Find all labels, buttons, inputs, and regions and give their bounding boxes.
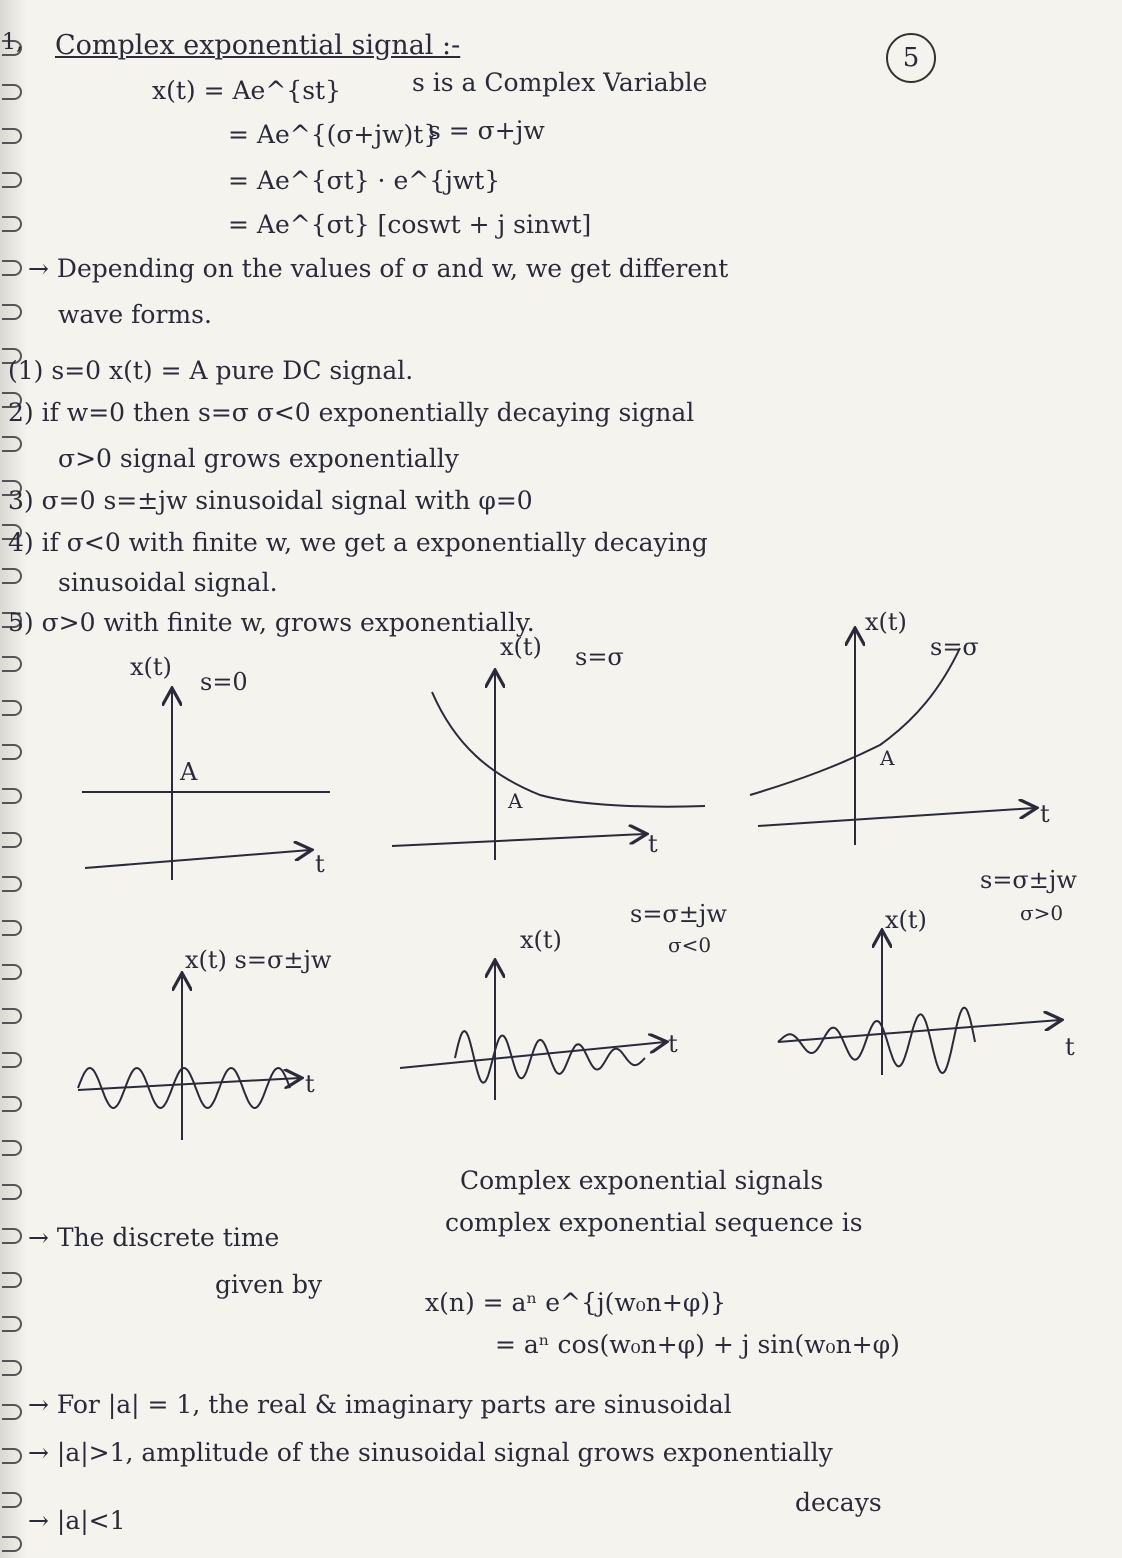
graph6-xlabel: t — [1065, 1033, 1075, 1061]
page-title: Complex exponential signal :- — [55, 30, 461, 61]
discrete-line1: Complex exponential signals — [460, 1166, 824, 1195]
graph4-ylabel: x(t) s=σ±jw — [185, 946, 332, 974]
graph-decaying — [392, 672, 705, 860]
note-case-2-line1: 2) if w=0 then s=σ σ<0 exponentially decaying signal — [8, 398, 695, 427]
discrete-eq2: = aⁿ cos(w₀n+φ) + j sin(w₀n+φ) — [495, 1330, 900, 1359]
equation-1-note: s is a Complex Variable — [412, 68, 708, 97]
graph1-ylabel: x(t) — [130, 653, 172, 681]
graph2-amp: A — [508, 789, 523, 813]
note-case-5: 5) σ>0 with finite w, grows exponentially. — [8, 608, 535, 637]
note-case-2-line2: σ>0 signal grows exponentially — [58, 444, 459, 473]
graph2-ylabel: x(t) — [500, 633, 542, 661]
discrete-line2-right: complex exponential sequence is — [445, 1208, 863, 1237]
note-case-4-line2: sinusoidal signal. — [58, 568, 278, 597]
discrete-given-by: given by — [215, 1270, 323, 1299]
graph5-ylabel: x(t) — [520, 926, 562, 954]
graph5-slabel: s=σ±jw — [630, 900, 727, 928]
graph6-slabel: s=σ±jw — [980, 866, 1077, 894]
discrete-for-3: → |a|<1 — [28, 1506, 126, 1535]
graph-growing-sinusoid — [778, 932, 1060, 1075]
graph4-xlabel: t — [305, 1070, 315, 1098]
discrete-decays: decays — [795, 1488, 882, 1517]
equation-2: = Ae^{(σ+jw)t} — [228, 120, 440, 149]
equation-4: = Ae^{σt} [coswt + j sinwt] — [228, 210, 592, 239]
discrete-for-1: → For |a| = 1, the real & imaginary parts are sinusoidal — [28, 1390, 732, 1419]
graph2-slabel: s=σ — [575, 643, 624, 671]
note-case-4-line1: 4) if σ<0 with finite w, we get a exponentially decaying — [8, 528, 708, 557]
discrete-line2-left: → The discrete time — [28, 1223, 280, 1252]
graph5-xlabel: t — [668, 1030, 678, 1058]
graph3-amp: A — [880, 746, 895, 770]
graph1-amp: A — [180, 758, 198, 786]
graph-sinusoid — [78, 975, 300, 1140]
graph1-slabel: s=0 — [200, 668, 248, 696]
equation-2-note: s = σ+jw — [428, 116, 545, 145]
graph-dc — [82, 690, 330, 880]
note-depending-line2: wave forms. — [58, 300, 212, 329]
item-index: 1, — [2, 30, 23, 55]
graph3-slabel: s=σ — [930, 633, 979, 661]
graph-decaying-sinusoid — [400, 962, 665, 1100]
note-case-3: 3) σ=0 s=±jw sinusoidal signal with φ=0 — [8, 486, 533, 515]
graph3-ylabel: x(t) — [865, 608, 907, 636]
graph-growing — [750, 630, 1035, 845]
note-case-1: (1) s=0 x(t) = A pure DC signal. — [8, 356, 414, 385]
equation-1: x(t) = Ae^{st} — [152, 76, 341, 105]
discrete-eq1: x(n) = aⁿ e^{j(w₀n+φ)} — [425, 1288, 727, 1317]
discrete-for-2: → |a|>1, amplitude of the sinusoidal signal grows exponentially — [28, 1438, 833, 1467]
graph3-xlabel: t — [1040, 800, 1050, 828]
graph5-cond: σ<0 — [668, 933, 712, 957]
page-number: 5 — [886, 33, 936, 83]
graph1-xlabel: t — [315, 850, 325, 878]
equation-3: = Ae^{σt} · e^{jwt} — [228, 166, 501, 195]
note-depending-line1: → Depending on the values of σ and w, we get different — [28, 254, 729, 283]
graph6-cond: σ>0 — [1020, 901, 1064, 925]
graph2-xlabel: t — [648, 830, 658, 858]
graph6-ylabel: x(t) — [885, 906, 927, 934]
